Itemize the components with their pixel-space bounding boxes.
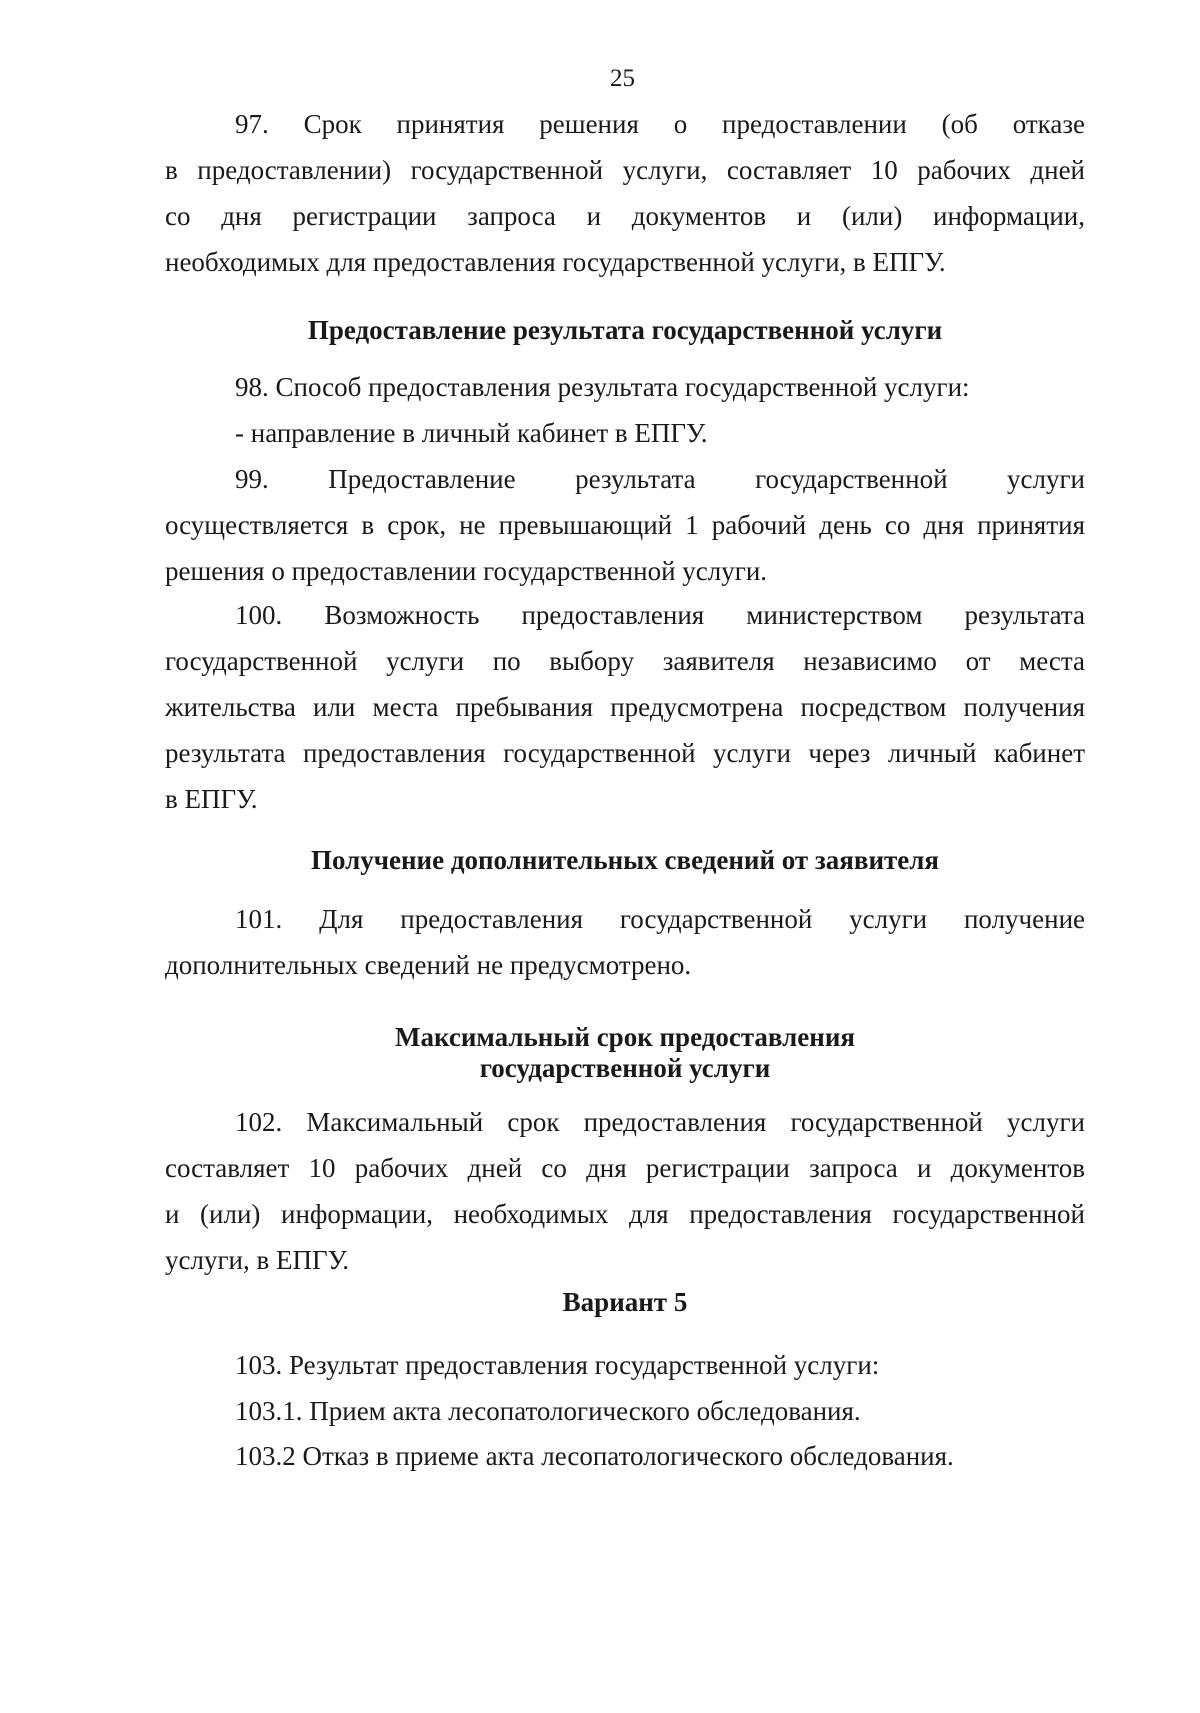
- paragraph-line: 97. Срок принятия решения о предоставлении (об отказе: [235, 109, 1085, 139]
- paragraph-line: жительства или места пребывания предусмотрена посредством получения: [165, 692, 1085, 722]
- paragraph-line: дополнительных сведений не предусмотрено.: [165, 950, 692, 980]
- paragraph-102: [165, 1099, 1085, 1283]
- paragraph-line: 99. Предоставление результата государственной услуги: [235, 464, 1085, 494]
- paragraph-103-2: 103.2 Отказ в приеме акта лесопатологического обследования.: [235, 1441, 954, 1471]
- paragraph-line: необходимых для предоставления государственной услуги, в ЕПГУ.: [165, 247, 946, 277]
- paragraph-98: 98. Способ предоставления результата государственной услуги:: [235, 372, 970, 402]
- paragraph-line: осуществляется в срок, не превышающий 1 рабочий день со дня принятия: [165, 510, 1085, 540]
- paragraph-line: результата предоставления государственной услуги через личный кабинет: [165, 738, 1085, 768]
- heading-line: государственной услуги: [479, 1053, 771, 1083]
- paragraph-line: 102. Максимальный срок предоставления государственной услуги: [235, 1107, 1085, 1137]
- section-heading-result: Предоставление результата государственной услуги: [307, 315, 943, 345]
- section-heading-additional-info: Получение дополнительных сведений от заявителя: [310, 845, 940, 875]
- paragraph-103-1: 103.1. Прием акта лесопатологического обследования.: [235, 1396, 861, 1426]
- page-number: 25: [610, 65, 635, 92]
- paragraph-103: 103. Результат предоставления государственной услуги:: [235, 1350, 880, 1380]
- paragraph-line: услуги, в ЕПГУ.: [165, 1245, 350, 1275]
- paragraph-line: государственной услуги по выбору заявителя независимо от места: [165, 646, 1085, 676]
- paragraph-line: составляет 10 рабочих дней со дня регистрации запроса и документов: [165, 1153, 1085, 1183]
- paragraph-line: и (или) информации, необходимых для предоставления государственной: [165, 1199, 1085, 1229]
- paragraph-line: решения о предоставлении государственной услуги.: [165, 556, 768, 586]
- paragraph-line: в ЕПГУ.: [165, 784, 258, 814]
- paragraph-line: 101. Для предоставления государственной услуги получение: [235, 904, 1085, 934]
- paragraph-101: [165, 896, 1085, 988]
- section-heading-variant-5: Вариант 5: [562, 1287, 688, 1317]
- paragraph-line: со дня регистрации запроса и документов и (или) информации,: [165, 201, 1085, 231]
- paragraph-line: в предоставлении) государственной услуги, составляет 10 рабочих дней: [165, 155, 1085, 185]
- paragraph-98-item: - направление в личный кабинет в ЕПГУ.: [235, 418, 708, 448]
- section-heading-max-term: [165, 1022, 1085, 1084]
- paragraph-99: [165, 456, 1085, 594]
- paragraph-97: [165, 101, 1085, 285]
- heading-line: Максимальный срок предоставления: [394, 1022, 856, 1052]
- paragraph-line: 100. Возможность предоставления министерством результата: [235, 600, 1085, 630]
- paragraph-100: [165, 592, 1085, 822]
